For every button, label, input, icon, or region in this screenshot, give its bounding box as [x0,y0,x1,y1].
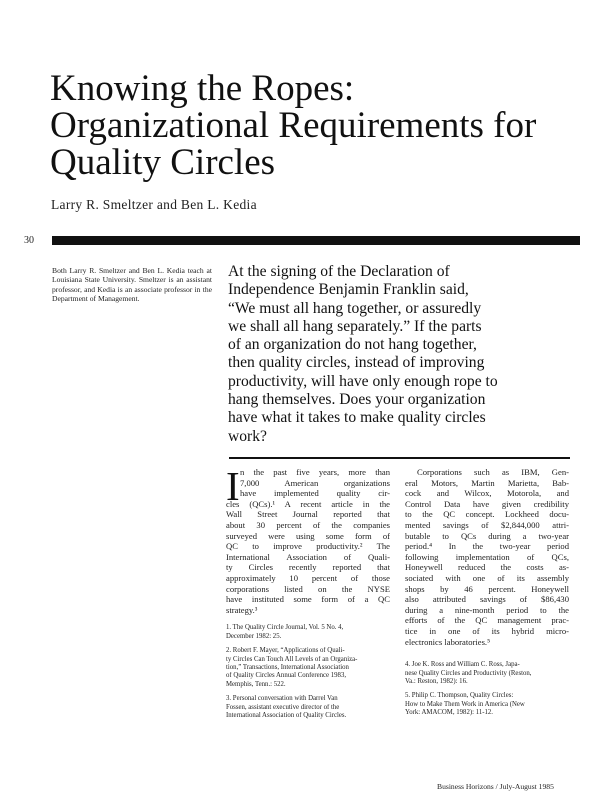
footnote-line: Va.: Reston, 1982): 16. [405,677,468,685]
header-rule [52,236,580,245]
intro-line: have what it takes to make quality circles [228,409,486,427]
body-line: also attributed savings of $86,430 [405,594,569,605]
body-line: efforts of the QC management prac- [405,615,569,626]
article-authors: Larry R. Smeltzer and Ben L. Kedia [51,197,257,212]
title-line: Quality Circles [50,142,276,183]
footnotes-right [405,661,569,717]
body-line: to the QC concept. Lockheed docu- [405,509,569,520]
intro-line: At the signing of the Declaration of [228,263,450,280]
body-line: strategy.³ [226,604,258,615]
footnote-line: 2. Robert F. Mayer, “Applications of Quali- [226,647,345,655]
footnote-line: How to Make Them Work in America (New [405,700,525,708]
footnote-line: Fossen, assistant executive director of the [226,703,340,711]
footnotes-left [226,624,390,720]
body-line: 7,000 American organizations [240,477,390,488]
footnote-line: of Quality Circles Annual Conference 1983, [226,672,347,680]
body-line: butable to QCs during a two-year [405,530,569,541]
intro-line: of an organization do not hang together, [228,336,477,354]
body-line: about 30 percent of the companies [226,519,390,530]
body-line: have instituted some form of a QC [226,594,390,605]
body-line: sociated with one of its assembly [405,572,569,583]
footnote-line: December 1982: 25. [226,632,282,640]
intro-line: then quality circles, instead of improving [228,354,485,372]
footnote-line: York: AMACOM, 1982): 11-12. [405,709,493,717]
body-line: cock and Wilcox, Motorola, and [405,488,569,499]
author-note: Both Larry R. Smeltzer and Ben L. Kedia teach at Louisiana State University. Smeltzer is an assistant professor, and Kedia is an associate professor in the Department of Management. [52,266,212,304]
footnote-line: tion,” Transactions, International Association [226,663,349,671]
body-line: mented savings of $2,844,000 attri- [405,519,569,530]
body-line: following implementation of QCs, [405,551,569,562]
body-line: have implemented quality cir- [240,488,390,499]
body-line: ty Circles recently reported that [226,562,390,573]
body-line: period.⁴ In the two-year period [405,541,569,552]
footnote-line: 1. The Quality Circle Journal, Vol. 5 No. 4, [226,624,344,632]
body-line: Wall Street Journal reported that [226,509,390,520]
body-line: electronics laboratories.⁵ [405,636,491,647]
footnote-line: Memphis, Tenn.: 522. [226,680,286,688]
body-line: Honeywell reduced the costs as- [405,562,569,573]
body-line: n the past five years, more than [240,467,390,477]
footnote-line: 3. Personal conversation with Darrel Van [226,695,338,703]
body-line: tice in one of its hybrid micro- [405,625,569,636]
intro-line: Independence Benjamin Franklin said, [228,281,469,299]
intro-line: work? [228,427,267,445]
body-line: eral Motors, Martin Marietta, Bab- [405,477,569,488]
body-line: surveyed were using some form of [226,530,390,541]
body-line: during a nine-month period to the [405,604,569,615]
footnote-line: International Association of Quality Circles. [226,711,347,719]
footnote-line: ty Circles Can Touch All Levels of an Organiza- [226,655,358,663]
intro-line: we shall all hang separately.” If the parts [228,317,482,335]
body-column-left [226,463,390,720]
body-line: shops by 46 percent. Honeywell [405,583,569,594]
article-title [50,70,570,181]
intro-line: hang themselves. Does your organization [228,391,486,409]
footnote-line: 4. Joe K. Ross and William C. Ross, Japa- [405,661,520,669]
intro-line: productivity, will have only enough rope to [228,372,498,390]
body-line: QC to improve productivity.² The [226,541,390,552]
body-paragraph [405,467,569,647]
body-column-right [405,467,569,718]
body-line: Corporations such as IBM, Gen- [417,467,569,477]
intro-line: “We must all hang together, or assuredly [228,299,482,317]
title-line: Knowing the Ropes: [50,68,355,109]
drop-cap: I [226,463,240,509]
body-line: cles (QCs).¹ A recent article in the [226,498,390,509]
footnote-line: nese Quality Circles and Productivity (Reston, [405,669,532,677]
body-line: approximately 10 percent of those [226,572,390,583]
opening-paragraph [226,463,390,615]
body-line: corporations listed on the NYSE [226,583,390,594]
page-number: 30 [24,235,34,246]
intro-divider [229,457,570,459]
footnote-line: 5. Philip C. Thompson, Quality Circles: [405,692,514,700]
intro-paragraph [228,263,571,446]
body-line: International Association of Quali- [226,551,390,562]
body-line: Control Data have given credibility [405,498,569,509]
title-line: Organizational Requirements for [50,105,537,146]
page-footer: Business Horizons / July-August 1985 [437,782,554,791]
